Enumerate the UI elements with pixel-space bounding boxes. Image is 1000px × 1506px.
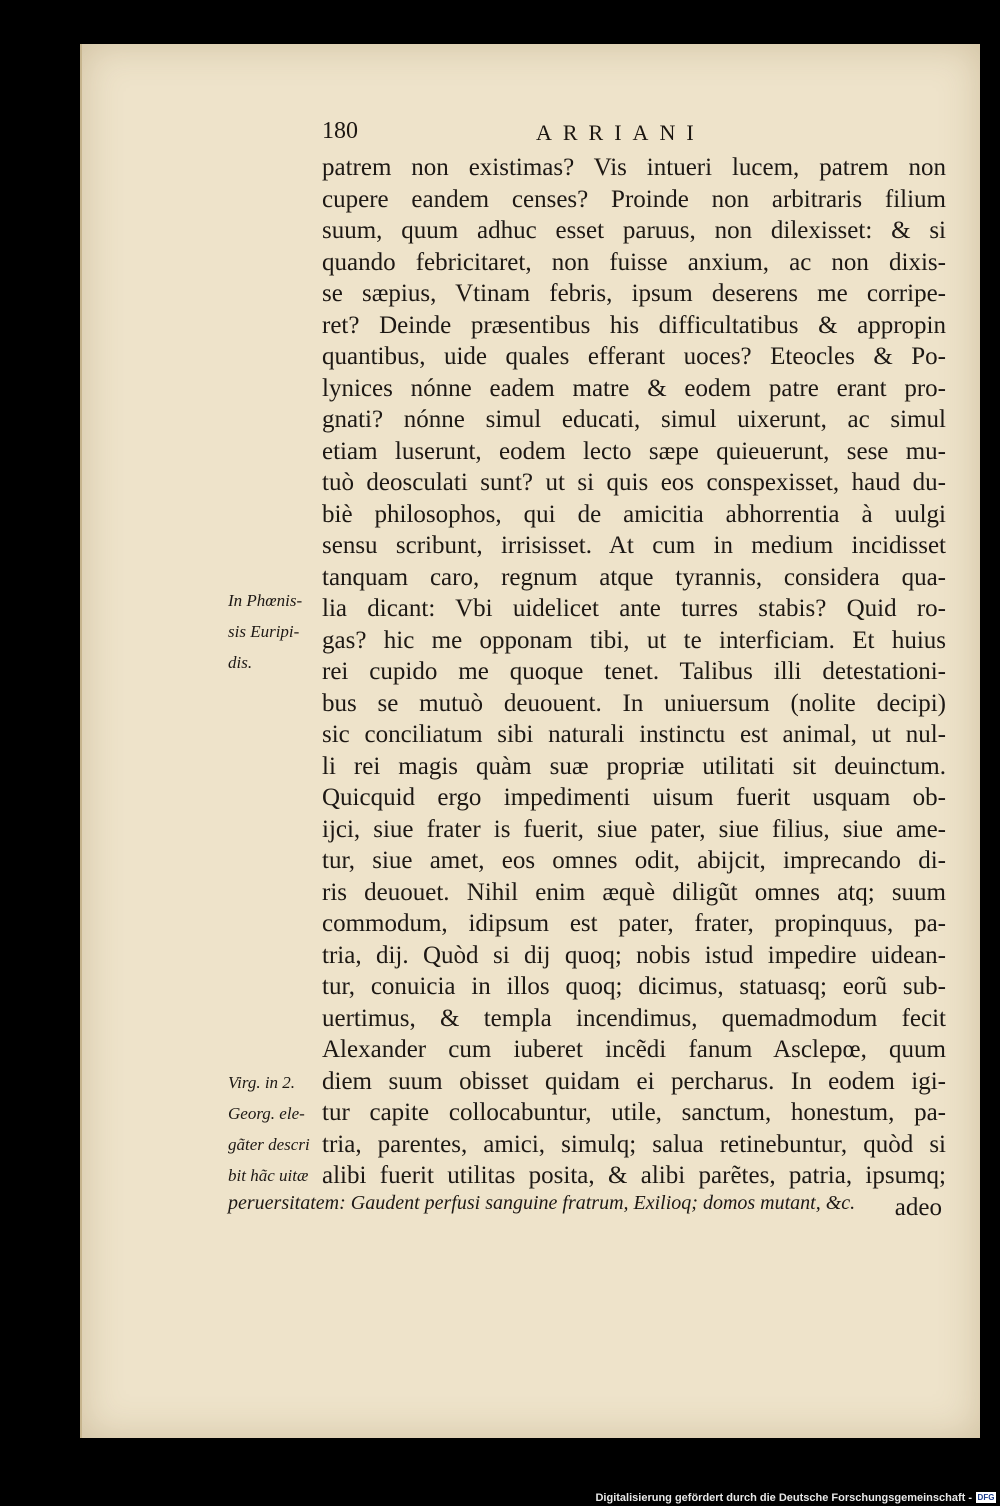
body-text bbox=[322, 152, 946, 1223]
side-note-line: dis. bbox=[228, 653, 253, 672]
text-line: patrem non existimas? Vis intueri lucem, patrem non bbox=[322, 154, 946, 181]
text-line: quantibus, uide quales efferant uoces? Eteocles & Po- bbox=[322, 343, 946, 370]
text-line: li rei magis quàm suæ propriæ utilitati sit deuinctum. bbox=[322, 752, 946, 780]
text-line: ijci, siue frater is fuerit, siue pater, siue filius, siue ame- bbox=[322, 815, 946, 843]
text-line: etiam luserunt, eodem lecto sæpe quieuerunt, sese mu- bbox=[322, 437, 946, 465]
page-header bbox=[322, 118, 944, 150]
text-line: tanquam caro, regnum atque tyrannis, considera qua- bbox=[322, 563, 946, 591]
text-line: sic conciliatum sibi naturali instinctu est animal, ut nul- bbox=[322, 721, 946, 748]
side-note-line: gãter descri bbox=[228, 1135, 310, 1154]
text-line: tuò deosculati sunt? ut si quis eos conspexisset, haud du- bbox=[322, 469, 946, 496]
text-line: tria, dij. Quòd si dij quoq; nobis istud impedire uidean- bbox=[322, 941, 946, 969]
text-line: quando febricitaret, non fuisse anxium, ac non dixis- bbox=[322, 248, 946, 276]
text-line: sensu scribunt, irrisisset. At cum in medium incidisset bbox=[322, 532, 946, 559]
side-note-line: Virg. in 2. bbox=[228, 1073, 296, 1092]
text-line: Alexander cum iuberet incẽdi fanum Asclepœ, quum bbox=[322, 1036, 946, 1063]
text-line: ret? Deinde præsentibus his difficultatibus & appropin bbox=[322, 311, 946, 339]
text-line: suum, quum adhuc esset paruus, non dilexisset: & si bbox=[322, 217, 946, 244]
text-line: bus se mutuò deuouent. In uniuersum (nolite decipi) bbox=[322, 689, 946, 717]
text-line: uertimus, & templa incendimus, quemadmodum fecit bbox=[322, 1004, 946, 1032]
footer-credit: Digitalisierung gefördert durch die Deutsche Forschungsgemeinschaft - bbox=[595, 1492, 972, 1504]
side-note-line: In Phœnis- bbox=[228, 591, 303, 610]
text-line: biè philosophos, qui de amicitia abhorrentia à uulgi bbox=[322, 500, 946, 528]
footnote: peruersitatem: Gaudent perfusi sanguine fratrum, Exilioq; domos mutant, &c. bbox=[228, 1192, 856, 1214]
text-line: tur, siue amet, eos omnes odit, abijcit, imprecando di- bbox=[322, 847, 946, 874]
dfg-logo: DFG bbox=[977, 1493, 995, 1502]
running-title: ARRIANI bbox=[536, 120, 705, 145]
side-note-line: sis Euripi- bbox=[228, 622, 300, 641]
text-line: alibi fuerit utilitas posita, & alibi parẽtes, patria, ipsumq; bbox=[322, 1162, 946, 1189]
text-line: commodum, idipsum est pater, frater, propinquus, pa- bbox=[322, 910, 946, 937]
text-line: lia dicant: Vbi uidelicet ante turres stabis? Quid ro- bbox=[322, 595, 946, 622]
text-line: gnati? nónne simul educati, simul uixerunt, ac simul bbox=[322, 406, 946, 433]
side-note-phoenissis bbox=[228, 585, 328, 678]
side-note-virgil bbox=[228, 1067, 328, 1191]
text-line: gas? hic me opponam tibi, ut te interficiam. Et huius bbox=[322, 626, 946, 654]
text-line: se sæpius, Vtinam febris, ipsum deserens me corripe- bbox=[322, 280, 946, 307]
catchword: adeo bbox=[894, 1193, 942, 1221]
text-line: rei cupido me quoque tenet. Talibus illi detestationi- bbox=[322, 658, 946, 685]
text-line: lynices nónne eadem matre & eodem patre erant pro- bbox=[322, 374, 946, 402]
side-note-line: bit hãc uitæ bbox=[228, 1166, 309, 1185]
text-line: Quicquid ergo impedimenti uisum fuerit usquam ob- bbox=[322, 784, 946, 811]
page-number: 180 bbox=[322, 118, 358, 144]
side-note-line: Georg. ele- bbox=[228, 1104, 305, 1123]
text-line: ris deuouet. Nihil enim æquè diligũt omnes atq; suum bbox=[322, 878, 946, 906]
text-line: tur, conuicia in illos quoq; dicimus, statuasq; eorũ sub- bbox=[322, 973, 946, 1000]
text-line: diem suum obisset quidam ei percharus. In eodem igi- bbox=[322, 1067, 946, 1095]
text-line: cupere eandem censes? Proinde non arbitraris filium bbox=[322, 185, 946, 213]
text-line: tur capite collocabuntur, utile, sanctum, honestum, pa- bbox=[322, 1099, 946, 1126]
text-line: tria, parentes, amici, simulq; salua retinebuntur, quòd si bbox=[322, 1130, 946, 1158]
